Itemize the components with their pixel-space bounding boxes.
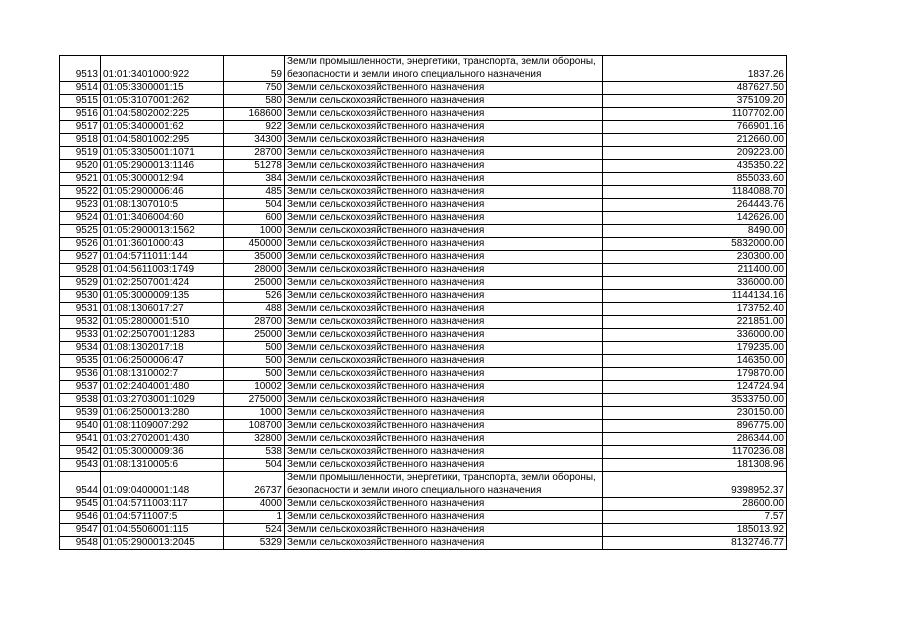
area-cell: 28000 [224, 264, 285, 277]
row-number-cell: 9539 [60, 407, 101, 420]
land-category-cell: Земли сельскохозяйственного назначения [285, 160, 603, 173]
land-category-cell: Земли сельскохозяйственного назначения [285, 459, 603, 472]
land-category-cell: Земли сельскохозяйственного назначения [285, 95, 603, 108]
row-number-cell: 9542 [60, 446, 101, 459]
row-number-cell: 9523 [60, 199, 101, 212]
cadastral-value-cell: 264443.76 [603, 199, 787, 212]
cadastral-value-cell: 336000.00 [603, 329, 787, 342]
cadastral-number-cell: 01:02:2507001:424 [101, 277, 224, 290]
table-row [60, 329, 787, 342]
row-number-cell: 9534 [60, 342, 101, 355]
land-category-cell: Земли промышленности, энергетики, транспорта, земли обороны, безопасности и земли иного специального назначения [285, 472, 603, 498]
cadastral-number-cell: 01:04:5711011:144 [101, 251, 224, 264]
cadastral-number-cell: 01:01:3401000:922 [101, 56, 224, 82]
land-category-cell: Земли сельскохозяйственного назначения [285, 368, 603, 381]
row-number-cell: 9533 [60, 329, 101, 342]
cadastral-value-cell: 435350.22 [603, 160, 787, 173]
cadastral-value-cell: 230150.00 [603, 407, 787, 420]
cadastral-number-cell: 01:05:2900013:2045 [101, 537, 224, 550]
area-cell: 538 [224, 446, 285, 459]
area-cell: 59 [224, 56, 285, 82]
cadastral-value-cell: 375109.20 [603, 95, 787, 108]
land-category-cell: Земли сельскохозяйственного назначения [285, 394, 603, 407]
table-row [60, 238, 787, 251]
table-row [60, 199, 787, 212]
table-row [60, 290, 787, 303]
table-row [60, 160, 787, 173]
table-row [60, 472, 787, 498]
row-number-cell: 9547 [60, 524, 101, 537]
cadastral-value-cell: 5832000.00 [603, 238, 787, 251]
table-row [60, 511, 787, 524]
cadastral-value-cell: 8490.00 [603, 225, 787, 238]
area-cell: 485 [224, 186, 285, 199]
table-row [60, 134, 787, 147]
land-category-cell: Земли сельскохозяйственного назначения [285, 355, 603, 368]
table-row [60, 368, 787, 381]
cadastral-number-cell: 01:08:1306017:27 [101, 303, 224, 316]
cadastral-number-cell: 01:05:3000009:135 [101, 290, 224, 303]
area-cell: 1000 [224, 225, 285, 238]
land-category-cell: Земли сельскохозяйственного назначения [285, 186, 603, 199]
cadastral-value-cell: 896775.00 [603, 420, 787, 433]
land-category-cell: Земли сельскохозяйственного назначения [285, 316, 603, 329]
cadastral-value-cell: 179235.00 [603, 342, 787, 355]
land-category-cell: Земли сельскохозяйственного назначения [285, 420, 603, 433]
area-cell: 25000 [224, 277, 285, 290]
land-category-cell: Земли сельскохозяйственного назначения [285, 537, 603, 550]
table-row [60, 303, 787, 316]
table-row [60, 381, 787, 394]
cadastral-number-cell: 01:06:2500013:280 [101, 407, 224, 420]
cadastral-number-cell: 01:04:5801002:295 [101, 134, 224, 147]
cadastral-value-cell: 173752.40 [603, 303, 787, 316]
area-cell: 488 [224, 303, 285, 316]
land-category-cell: Земли сельскохозяйственного назначения [285, 498, 603, 511]
row-number-cell: 9546 [60, 511, 101, 524]
area-cell: 1000 [224, 407, 285, 420]
row-number-cell: 9514 [60, 82, 101, 95]
row-number-cell: 9545 [60, 498, 101, 511]
cadastral-number-cell: 01:08:1310005:6 [101, 459, 224, 472]
table-row [60, 316, 787, 329]
land-category-cell: Земли сельскохозяйственного назначения [285, 212, 603, 225]
cadastral-value-cell: 9398952.37 [603, 472, 787, 498]
land-category-cell: Земли сельскохозяйственного назначения [285, 134, 603, 147]
table-row [60, 433, 787, 446]
row-number-cell: 9541 [60, 433, 101, 446]
area-cell: 10002 [224, 381, 285, 394]
cadastral-value-cell: 1107702.00 [603, 108, 787, 121]
table-row [60, 95, 787, 108]
land-category-cell: Земли сельскохозяйственного назначения [285, 251, 603, 264]
cadastral-number-cell: 01:05:3305001:1071 [101, 147, 224, 160]
land-category-cell: Земли сельскохозяйственного назначения [285, 199, 603, 212]
area-cell: 500 [224, 368, 285, 381]
cadastral-value-cell: 1837.26 [603, 56, 787, 82]
cadastral-value-cell: 230300.00 [603, 251, 787, 264]
row-number-cell: 9544 [60, 472, 101, 498]
area-cell: 524 [224, 524, 285, 537]
land-category-cell: Земли сельскохозяйственного назначения [285, 329, 603, 342]
area-cell: 32800 [224, 433, 285, 446]
land-category-cell: Земли сельскохозяйственного назначения [285, 225, 603, 238]
land-category-cell: Земли сельскохозяйственного назначения [285, 238, 603, 251]
area-cell: 168600 [224, 108, 285, 121]
cadastral-value-cell: 8132746.77 [603, 537, 787, 550]
table-row [60, 212, 787, 225]
area-cell: 34300 [224, 134, 285, 147]
table-row [60, 446, 787, 459]
cadastral-number-cell: 01:05:3400001:62 [101, 121, 224, 134]
table-row [60, 394, 787, 407]
table-row [60, 56, 787, 82]
row-number-cell: 9530 [60, 290, 101, 303]
cadastral-number-cell: 01:04:5711003:117 [101, 498, 224, 511]
land-category-cell: Земли сельскохозяйственного назначения [285, 407, 603, 420]
land-category-cell: Земли промышленности, энергетики, транспорта, земли обороны, безопасности и земли иного специального назначения [285, 56, 603, 82]
table-row [60, 342, 787, 355]
cadastral-number-cell: 01:08:1302017:18 [101, 342, 224, 355]
cadastral-number-cell: 01:05:2800001:510 [101, 316, 224, 329]
cadastral-value-cell: 221851.00 [603, 316, 787, 329]
area-cell: 26737 [224, 472, 285, 498]
cadastral-value-cell: 487627.50 [603, 82, 787, 95]
row-number-cell: 9538 [60, 394, 101, 407]
row-number-cell: 9548 [60, 537, 101, 550]
cadastral-number-cell: 01:05:2900013:1562 [101, 225, 224, 238]
area-cell: 500 [224, 342, 285, 355]
cadastral-value-cell: 1170236.08 [603, 446, 787, 459]
cadastral-value-cell: 209223.00 [603, 147, 787, 160]
cadastral-number-cell: 01:08:1109007:292 [101, 420, 224, 433]
land-category-cell: Земли сельскохозяйственного назначения [285, 173, 603, 186]
row-number-cell: 9536 [60, 368, 101, 381]
table-row [60, 524, 787, 537]
land-registry-table [59, 55, 787, 550]
land-category-cell: Земли сельскохозяйственного назначения [285, 524, 603, 537]
area-cell: 384 [224, 173, 285, 186]
cadastral-value-cell: 212660.00 [603, 134, 787, 147]
cadastral-value-cell: 179870.00 [603, 368, 787, 381]
area-cell: 28700 [224, 147, 285, 160]
row-number-cell: 9531 [60, 303, 101, 316]
cadastral-number-cell: 01:02:2507001:1283 [101, 329, 224, 342]
cadastral-number-cell: 01:05:3000012:94 [101, 173, 224, 186]
table-row [60, 108, 787, 121]
table-row [60, 498, 787, 511]
land-category-cell: Земли сельскохозяйственного назначения [285, 381, 603, 394]
land-category-cell: Земли сельскохозяйственного назначения [285, 303, 603, 316]
area-cell: 5329 [224, 537, 285, 550]
land-category-cell: Земли сельскохозяйственного назначения [285, 108, 603, 121]
cadastral-value-cell: 142626.00 [603, 212, 787, 225]
row-number-cell: 9524 [60, 212, 101, 225]
cadastral-value-cell: 185013.92 [603, 524, 787, 537]
area-cell: 28700 [224, 316, 285, 329]
cadastral-number-cell: 01:09:0400001:148 [101, 472, 224, 498]
row-number-cell: 9526 [60, 238, 101, 251]
area-cell: 51278 [224, 160, 285, 173]
cadastral-number-cell: 01:04:5711007:5 [101, 511, 224, 524]
row-number-cell: 9537 [60, 381, 101, 394]
area-cell: 504 [224, 199, 285, 212]
cadastral-value-cell: 7.57 [603, 511, 787, 524]
area-cell: 500 [224, 355, 285, 368]
cadastral-value-cell: 181308.96 [603, 459, 787, 472]
row-number-cell: 9525 [60, 225, 101, 238]
cadastral-number-cell: 01:01:3601000:43 [101, 238, 224, 251]
table-row [60, 264, 787, 277]
table-row [60, 251, 787, 264]
row-number-cell: 9521 [60, 173, 101, 186]
land-category-cell: Земли сельскохозяйственного назначения [285, 511, 603, 524]
table-row [60, 420, 787, 433]
cadastral-number-cell: 01:04:5611003:1749 [101, 264, 224, 277]
cadastral-value-cell: 211400.00 [603, 264, 787, 277]
area-cell: 526 [224, 290, 285, 303]
area-cell: 504 [224, 459, 285, 472]
table-row [60, 82, 787, 95]
row-number-cell: 9517 [60, 121, 101, 134]
land-category-cell: Земли сельскохозяйственного назначения [285, 264, 603, 277]
area-cell: 450000 [224, 238, 285, 251]
cadastral-value-cell: 286344.00 [603, 433, 787, 446]
row-number-cell: 9516 [60, 108, 101, 121]
cadastral-value-cell: 336000.00 [603, 277, 787, 290]
row-number-cell: 9522 [60, 186, 101, 199]
cadastral-number-cell: 01:05:3300001:15 [101, 82, 224, 95]
table-body [60, 56, 787, 550]
cadastral-value-cell: 1144134.16 [603, 290, 787, 303]
cadastral-value-cell: 766901.16 [603, 121, 787, 134]
cadastral-number-cell: 01:05:2900006:46 [101, 186, 224, 199]
table-row [60, 277, 787, 290]
cadastral-number-cell: 01:04:5506001:115 [101, 524, 224, 537]
row-number-cell: 9518 [60, 134, 101, 147]
cadastral-value-cell: 855033.60 [603, 173, 787, 186]
table-row [60, 355, 787, 368]
table-row [60, 147, 787, 160]
row-number-cell: 9529 [60, 277, 101, 290]
row-number-cell: 9540 [60, 420, 101, 433]
cadastral-value-cell: 3533750.00 [603, 394, 787, 407]
cadastral-value-cell: 124724.94 [603, 381, 787, 394]
cadastral-value-cell: 28600.00 [603, 498, 787, 511]
row-number-cell: 9532 [60, 316, 101, 329]
table-row [60, 186, 787, 199]
row-number-cell: 9527 [60, 251, 101, 264]
table-row [60, 121, 787, 134]
cadastral-value-cell: 146350.00 [603, 355, 787, 368]
area-cell: 4000 [224, 498, 285, 511]
row-number-cell: 9520 [60, 160, 101, 173]
land-category-cell: Земли сельскохозяйственного назначения [285, 147, 603, 160]
row-number-cell: 9543 [60, 459, 101, 472]
table-row [60, 537, 787, 550]
area-cell: 600 [224, 212, 285, 225]
row-number-cell: 9519 [60, 147, 101, 160]
cadastral-number-cell: 01:01:3406004:60 [101, 212, 224, 225]
row-number-cell: 9535 [60, 355, 101, 368]
land-category-cell: Земли сельскохозяйственного назначения [285, 82, 603, 95]
area-cell: 25000 [224, 329, 285, 342]
table-row [60, 225, 787, 238]
land-category-cell: Земли сельскохозяйственного назначения [285, 342, 603, 355]
cadastral-number-cell: 01:03:2702001:430 [101, 433, 224, 446]
land-category-cell: Земли сельскохозяйственного назначения [285, 121, 603, 134]
cadastral-number-cell: 01:05:3107001:262 [101, 95, 224, 108]
cadastral-number-cell: 01:04:5802002:225 [101, 108, 224, 121]
row-number-cell: 9513 [60, 56, 101, 82]
cadastral-number-cell: 01:02:2404001:480 [101, 381, 224, 394]
cadastral-number-cell: 01:05:2900013:1146 [101, 160, 224, 173]
cadastral-number-cell: 01:05:3000009:36 [101, 446, 224, 459]
table-row [60, 407, 787, 420]
area-cell: 750 [224, 82, 285, 95]
land-category-cell: Земли сельскохозяйственного назначения [285, 446, 603, 459]
area-cell: 922 [224, 121, 285, 134]
land-category-cell: Земли сельскохозяйственного назначения [285, 433, 603, 446]
area-cell: 1 [224, 511, 285, 524]
table-row [60, 173, 787, 186]
table-row [60, 459, 787, 472]
area-cell: 275000 [224, 394, 285, 407]
cadastral-number-cell: 01:03:2703001:1029 [101, 394, 224, 407]
row-number-cell: 9528 [60, 264, 101, 277]
cadastral-number-cell: 01:08:1310002:7 [101, 368, 224, 381]
land-category-cell: Земли сельскохозяйственного назначения [285, 277, 603, 290]
area-cell: 108700 [224, 420, 285, 433]
area-cell: 35000 [224, 251, 285, 264]
cadastral-value-cell: 1184088.70 [603, 186, 787, 199]
row-number-cell: 9515 [60, 95, 101, 108]
land-category-cell: Земли сельскохозяйственного назначения [285, 290, 603, 303]
cadastral-number-cell: 01:06:2500006:47 [101, 355, 224, 368]
cadastral-number-cell: 01:08:1307010:5 [101, 199, 224, 212]
area-cell: 580 [224, 95, 285, 108]
